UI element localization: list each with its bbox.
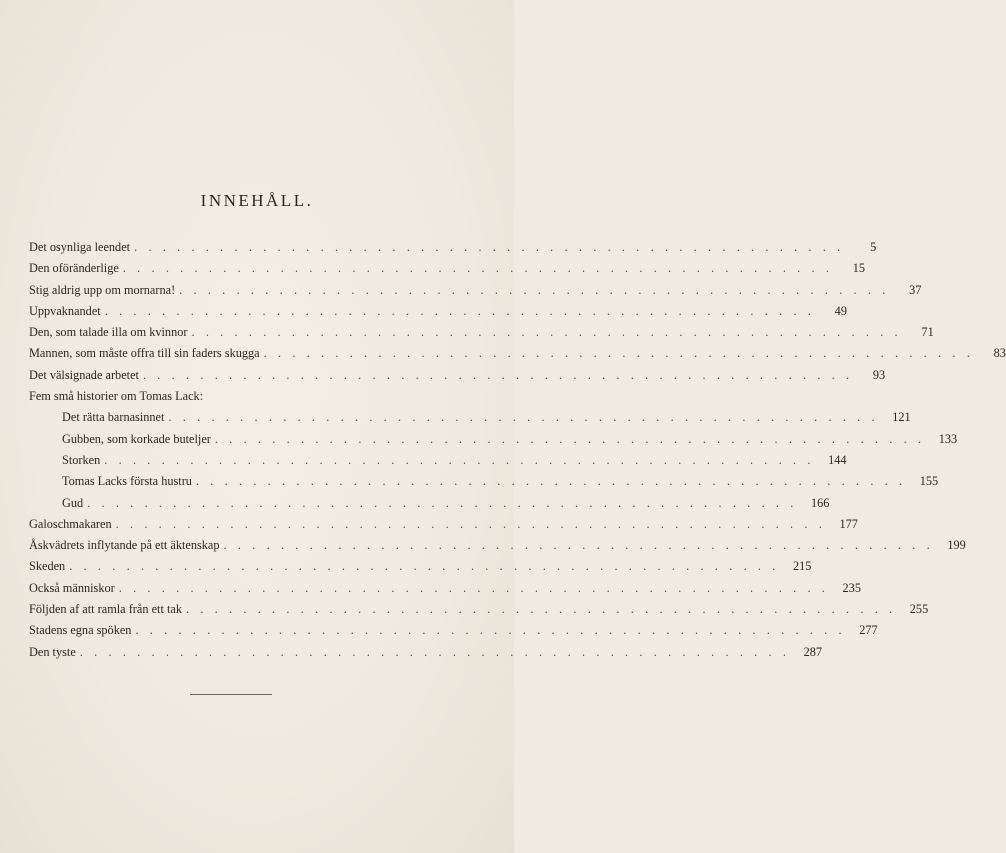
dot-leader: . . . . . . . . . . . . . . . . . . . . . . . . . . . . . . . . . . . . . . . . . . . . . . . . . . [87,495,798,510]
toc-entry [29,322,934,343]
toc-entry-page-number: 49 [834,303,847,318]
toc-entry-page-number: 277 [859,623,878,638]
toc-entry [29,493,830,514]
toc-section-title: Fem små historier om Tomas Lack: [29,389,204,404]
toc-entry-title: Galoschmakaren [29,516,112,531]
toc-entry-title: Följden af att ramla från ett tak [29,602,182,617]
toc-entry [29,535,966,556]
dot-leader: . . . . . . . . . . . . . . . . . . . . . . . . . . . . . . . . . . . . . . . . . . . . . . . . . . [191,325,902,340]
toc-entry-page-number: 15 [852,261,866,276]
toc-entry-page-number: 121 [892,410,911,425]
toc-entry [29,365,886,386]
toc-entry [29,450,847,471]
toc-entry-title: Tomas Lacks första hustru [62,474,192,489]
toc-entry-title: Det osynliga leendet [29,240,131,254]
toc-entry [29,599,929,620]
toc-section-heading [29,386,429,407]
dot-leader: . . . . . . . . . . . . . . . . . . . . . . . . . . . . . . . . . . . . . . . . . . . . . . . . . . [115,516,826,531]
page-title: INNEHÅLL. [200,191,314,210]
toc-entry-page-number: 5 [870,240,877,254]
toc-entry [29,642,823,663]
toc-entry-title: Storken [62,452,101,467]
toc-entry-page-number: 287 [803,644,823,659]
toc-entry [29,556,812,577]
toc-entry [29,407,911,428]
toc-entry-page-number: 235 [842,580,861,595]
dot-leader: . . . . . . . . . . . . . . . . . . . . . . . . . . . . . . . . . . . . . . . . . . . . . . . . . . [195,474,907,489]
dot-leader: . . . . . . . . . . . . . . . . . . . . . . . . . . . . . . . . . . . . . . . . . . . . . . . . . . [135,623,846,638]
toc-entry-title: Åskvädrets inflytande på ett äktenskap [29,538,220,553]
toc-entry-page-number: 133 [938,431,958,446]
toc-entry-page-number: 255 [909,602,929,617]
toc-entry-title: Det välsignade arbetet [29,367,139,382]
toc-entry [29,514,858,535]
toc-entry-title: Stig aldrig upp om mornarna! [29,282,176,297]
toc-entry-page-number: 177 [839,516,858,531]
toc-entry-title: Stadens egna spöken [29,623,132,638]
dot-leader: . . . . . . . . . . . . . . . . . . . . . . . . . . . . . . . . . . . . . . . . . . . . . . . . . . [214,431,926,446]
dot-leader: . . . . . . . . . . . . . . . . . . . . . . . . . . . . . . . . . . . . . . . . . . . . . . . . . . [122,261,834,276]
toc-entry [29,471,939,492]
toc-entry-page-number: 199 [947,538,966,553]
dot-leader: . . . . . . . . . . . . . . . . . . . . . . . . . . . . . . . . . . . . . . . . . . . . . . . . . . [79,644,791,659]
toc-entry-page-number: 93 [872,367,886,382]
toc-entry [29,578,861,599]
dot-leader: . . . . . . . . . . . . . . . . . . . . . . . . . . . . . . . . . . . . . . . . . . . . . . . . . . [263,346,974,361]
toc-entry-title: Mannen, som måste offra till sin faders skugga [29,346,260,361]
dot-leader: . . . . . . . . . . . . . . . . . . . . . . . . . . . . . . . . . . . . . . . . . . . . . . . . . . [179,282,890,297]
toc-entry-title: Gud [62,495,84,510]
toc-entry-page-number: 83 [993,346,1006,361]
dot-leader: . . . . . . . . . . . . . . . . . . . . . . . . . . . . . . . . . . . . . . . . . . . . . . . . . . [134,240,845,254]
toc-entry-page-number: 37 [909,282,922,297]
divider-rule [190,694,272,695]
toc-entry [29,343,1006,364]
dot-leader: . . . . . . . . . . . . . . . . . . . . . . . . . . . . . . . . . . . . . . . . . . . . . . . . . . [104,452,815,467]
dot-leader: . . . . . . . . . . . . . . . . . . . . . . . . . . . . . . . . . . . . . . . . . . . . . . . . . . [104,303,815,318]
toc-entry-title: Det rätta barnasinnet [62,410,165,425]
table-of-contents [29,237,1006,663]
toc-entry-page-number: 155 [919,474,939,489]
dot-leader: . . . . . . . . . . . . . . . . . . . . . . . . . . . . . . . . . . . . . . . . . . . . . . . . . . [223,538,934,553]
toc-entry-title: Den, som talade illa om kvinnor [29,325,188,340]
toc-entry [29,258,866,279]
dot-leader: . . . . . . . . . . . . . . . . . . . . . . . . . . . . . . . . . . . . . . . . . . . . . . . . . . [118,580,829,595]
toc-entry [29,280,922,301]
toc-entry-title: Uppvaknandet [29,303,101,318]
toc-entry [29,620,878,641]
toc-entry-title: Också människor [29,580,115,595]
toc-entry-title: Den oföränderlige [29,261,119,276]
toc-entry [29,301,847,322]
toc-entry [29,429,958,450]
toc-entry-page-number: 215 [793,559,812,574]
toc-entry-page-number: 144 [828,452,847,467]
toc-entry-title: Den tyste [29,644,76,659]
dot-leader: . . . . . . . . . . . . . . . . . . . . . . . . . . . . . . . . . . . . . . . . . . . . . . . . . . [142,367,854,382]
toc-entry-page-number: 71 [921,325,934,340]
dot-leader: . . . . . . . . . . . . . . . . . . . . . . . . . . . . . . . . . . . . . . . . . . . . . . . . . . [185,602,897,617]
dot-leader: . . . . . . . . . . . . . . . . . . . . . . . . . . . . . . . . . . . . . . . . . . . . . . . . . . [69,559,780,574]
toc-entry-title: Skeden [29,559,66,574]
dot-leader: . . . . . . . . . . . . . . . . . . . . . . . . . . . . . . . . . . . . . . . . . . . . . . . . . . [168,410,879,425]
toc-entry-page-number: 166 [810,495,830,510]
toc-entry-title: Gubben, som korkade buteljer [62,431,211,446]
toc-entry [29,237,877,258]
